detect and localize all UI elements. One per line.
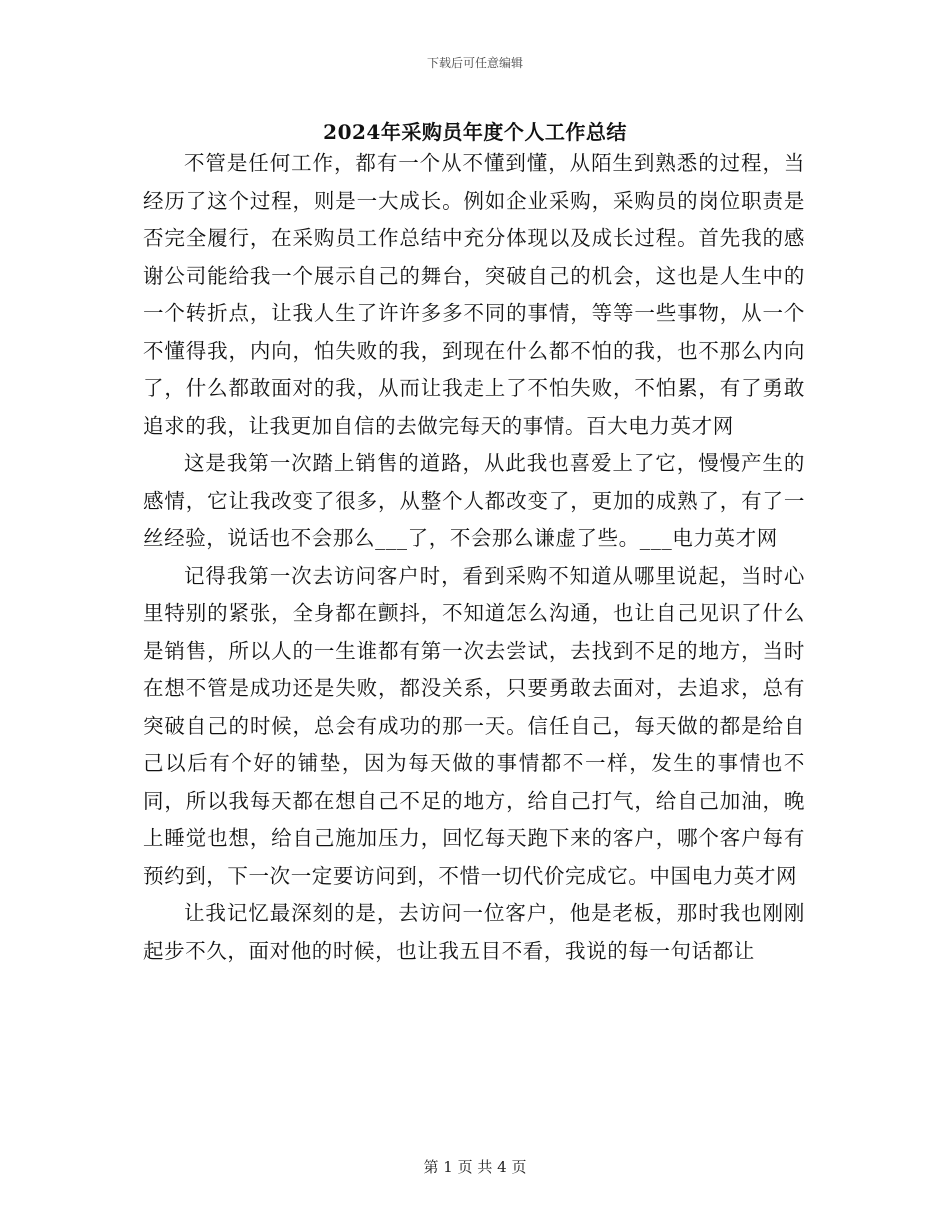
page-number-footer: 第 1 页 共 4 页 xyxy=(423,1158,527,1176)
paragraph-2: 这是我第一次踏上销售的道路，从此我也喜爱上了它，慢慢产生的感情，它让我改变了很多，从整个人都改变了，更加的成熟了，有了一丝经验，说话也不会那么___了，不会那么谦虚了些。___电力英才网 xyxy=(143,451,805,550)
paragraph-1: 不管是任何工作，都有一个从不懂到懂，从陌生到熟悉的过程，当经历了这个过程，则是一大成长。例如企业采购，采购员的岗位职责是否完全履行，在采购员工作总结中充分体现以及成长过程。首先我的感谢公司能给我一个展示自己的舞台，突破自己的机会，这也是人生中的一个转折点，让我人生了许许多多不同的事情，等等一些事物，从一个不懂得我，内向，怕失败的我，到现在什么都不怕的我，也不那么内向了，什么都敢面对的我，从而让我走上了不怕失败，不怕累，有了勇敢追求的我，让我更加自信的去做完每天的事情。百大电力英才网 xyxy=(143,151,805,438)
document-body xyxy=(143,145,805,970)
paragraph-3: 记得我第一次去访问客户时，看到采购不知道从哪里说起，当时心里特别的紧张，全身都在颤抖，不知道怎么沟通，也让自己见识了什么是销售，所以人的一生谁都有第一次去尝试，去找到不足的地方，当时在想不管是成功还是失败，都没关系，只要勇敢去面对，去追求，总有突破自己的时候，总会有成功的那一天。信任自己，每天做的都是给自己以后有个好的铺垫，因为每天做的事情都不一样，发生的事情也不同，所以我每天都在想自己不足的地方，给自己打气，给自己加油，晚上睡觉也想，给自己施加压力，回忆每天跑下来的客户，哪个客户每有预约到，下一次一定要访问到，不惜一切代价完成它。中国电力英才网 xyxy=(143,563,805,888)
document-title: 2024年采购员年度个人工作总结 xyxy=(323,120,627,144)
header-note: 下载后可任意编辑 xyxy=(426,56,523,70)
paragraph-4: 让我记忆最深刻的是，去访问一位客户，他是老板，那时我也刚刚起步不久，面对他的时候，也让我五目不看，我说的每一句话都让 xyxy=(143,901,805,963)
